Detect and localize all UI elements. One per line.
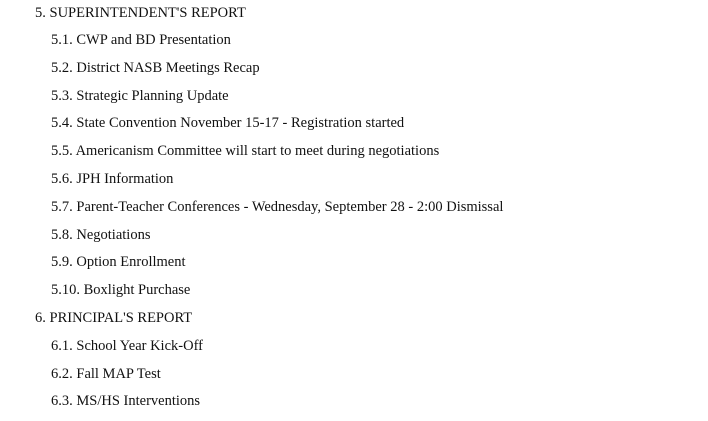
section-heading: 5. SUPERINTENDENT'S REPORT [35,5,246,21]
agenda-item: 5.3. Strategic Planning Update [51,87,229,104]
agenda-item: 5.6. JPH Information [51,170,174,187]
agenda-item: 5.8. Negotiations [51,226,151,243]
agenda-item: 5.4. State Convention November 15-17 - Registration started [51,115,405,132]
agenda-item: 6.2. Fall MAP Test [51,365,161,382]
agenda-item: 6.3. MS/HS Interventions [51,393,201,410]
agenda-section-principal-report [0,305,708,416]
agenda-item: 5.5. Americanism Committee will start to meet during negotiations [51,143,440,160]
agenda-item: 5.9. Option Enrollment [51,254,186,271]
agenda-item: 5.1. CWP and BD Presentation [51,32,231,48]
agenda-item: 6.1. School Year Kick-Off [51,337,203,354]
section-heading: 6. PRINCIPAL'S REPORT [35,309,193,326]
agenda-item: 5.7. Parent-Teacher Conferences - Wednesday, September 28 - 2:00 Dismissal [51,198,504,215]
agenda-item: 5.10. Boxlight Purchase [51,282,191,299]
agenda-item: 5.2. District NASB Meetings Recap [51,59,260,76]
